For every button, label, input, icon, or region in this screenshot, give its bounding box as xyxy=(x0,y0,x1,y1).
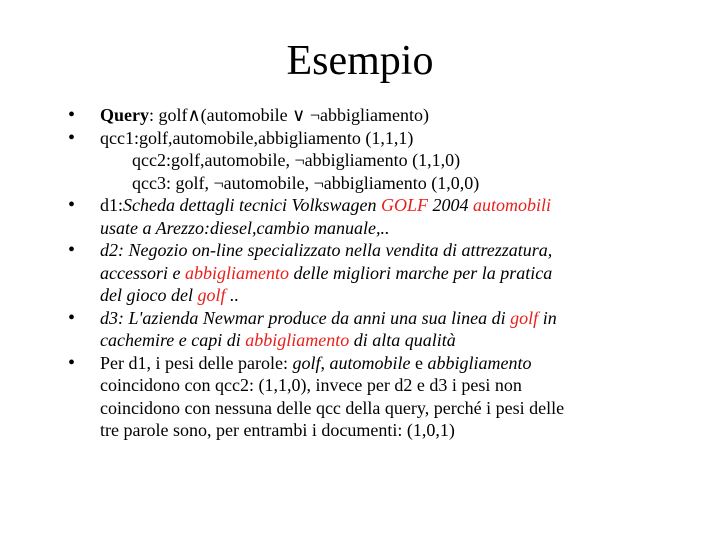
conclusion-line-4: tre parole sono, per entrambi i documenti: (1,0,1) xyxy=(100,420,455,440)
conclusion-and: e xyxy=(410,352,428,373)
d1-line-2: usate a Arezzo:diesel,cambio manuale,.. xyxy=(100,217,390,238)
d1-keyword-automobili: automobili xyxy=(472,195,551,215)
d1-line-1 xyxy=(100,194,698,217)
d1-text-1: Scheda dettagli tecnici Volkswagen xyxy=(123,195,381,215)
d2-text-2: accessori e xyxy=(100,262,185,283)
bullet-d1 xyxy=(68,194,698,239)
d3-keyword-abbigliamento: abbigliamento xyxy=(245,330,350,350)
query-label: Query xyxy=(100,105,149,125)
d3-text-2: in xyxy=(538,307,557,328)
d1-label: d1: xyxy=(100,195,124,215)
qcc-line-1: • qcc1:golf,automobile,abbigliamento (1,1,1) xyxy=(100,127,414,148)
conclusion-word-automobile: automobile xyxy=(329,352,411,373)
conclusion-word-golf: golf xyxy=(292,352,321,373)
bullet-query xyxy=(68,104,698,127)
query-expression: golf∧(automobile ∨ ¬abbigliamento) xyxy=(158,105,429,125)
query-separator: : xyxy=(149,105,159,125)
bullet-list xyxy=(68,104,698,442)
slide-title: Esempio xyxy=(286,38,434,84)
conclusion-text-1: Per d1, i pesi delle parole: xyxy=(100,352,293,373)
d2-line-1: • d2: Negozio on-line specializzato nella vendita di attrezzatura, xyxy=(100,240,553,260)
d3-text-4: di alta qualità xyxy=(349,330,456,350)
conclusion-line-1 xyxy=(100,352,698,375)
d3-keyword-golf: golf xyxy=(510,307,539,328)
d2-keyword-golf: golf xyxy=(197,285,226,305)
qcc-line-3: qcc3: golf, ¬automobile, ¬abbigliamento (1,0,0) xyxy=(132,172,480,193)
bullet-qcc xyxy=(68,127,698,195)
conclusion-line-2: coincidono con qcc2: (1,1,0), invece per d2 e d3 i pesi non xyxy=(100,375,522,395)
bullet-conclusion xyxy=(68,352,698,442)
d3-line-2 xyxy=(100,329,698,352)
d1-text-2: 2004 xyxy=(427,195,473,215)
qcc-line-2: qcc2:golf,automobile, ¬abbigliamento (1,1,0) xyxy=(132,150,461,170)
d2-text-4: del gioco del xyxy=(100,285,198,305)
d2-line-3 xyxy=(100,284,698,307)
conclusion-word-abbigliamento: abbigliamento xyxy=(427,352,532,373)
d1-keyword-golf: GOLF xyxy=(380,195,428,215)
d2-line-2 xyxy=(100,262,698,285)
bullet-d2 xyxy=(68,239,698,307)
d2-text-3: delle migliori marche per la pratica xyxy=(288,262,553,283)
d2-keyword-abbigliamento: abbigliamento xyxy=(184,262,289,283)
d2-text-5: .. xyxy=(225,285,239,305)
d3-text-3: cachemire e capi di xyxy=(100,330,246,350)
bullet-d3 xyxy=(68,307,698,352)
d3-text-1: d3: L'azienda Newmar produce da anni una sua linea di xyxy=(100,307,511,328)
conclusion-comma: , xyxy=(320,352,330,373)
conclusion-line-3: coincidono con nessuna delle qcc della query, perché i pesi delle xyxy=(100,397,565,418)
d3-line-1 xyxy=(100,307,698,330)
